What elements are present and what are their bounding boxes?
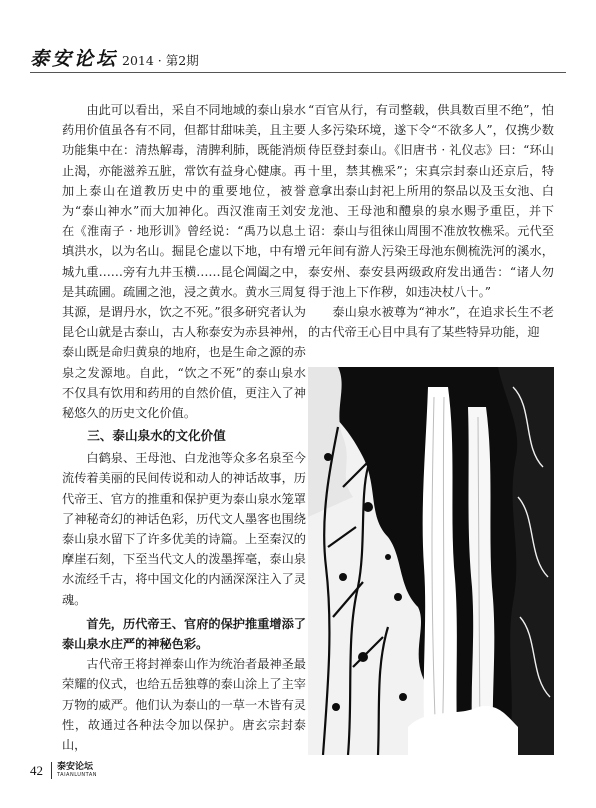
paragraph: 白鹤泉、王母池、白龙池等众多名泉至今流传着美丽的民间传说和动人的神话故事，历代帝王、官方的推重和保护更为泰山泉水笼罩了神秘奇幻的神话色彩，历代文人墨客也围绕泰山泉水留下了许多优美的诗篇。上至秦汉的摩崖石刻，下至当代文人的泼墨挥毫，泰山泉水流经千古，将中国文化的内涵深深注入了灵魂。: [62, 451, 306, 607]
section-heading: 三、泰山泉水的文化价值: [87, 428, 226, 444]
issue-label: 2014 · 第2期: [122, 53, 199, 68]
page-header: [30, 44, 199, 74]
page-footer: [30, 762, 97, 779]
paragraph: 古代帝王将封禅泰山作为统治者最神圣最荣耀的仪式，也给五岳独尊的泰山涂上了主宰万物的威严。他们认为泰山的一草一木皆有灵性，故通过各种法令加以保护。唐玄宗封泰山，: [62, 657, 306, 753]
footer-logo: [51, 762, 97, 779]
footer-logo-en: TAIANLUNTAN: [57, 772, 97, 778]
waterfall-illustration: [308, 367, 554, 755]
journal-title: 泰安论坛: [30, 48, 119, 70]
right-column: [308, 100, 554, 342]
left-column: [62, 100, 306, 755]
header-divider: [30, 72, 566, 73]
footer-logo-cn: 泰安论坛: [57, 762, 94, 772]
paragraph: 泰山泉水被尊为“神水”，在追求长生不老的古代帝王心目中具有了某些特异功能，迎: [308, 305, 554, 340]
paragraph: “百官从行，有司整载，供具数百里不绝”，怕人多污染环境，遂下令“不欲多人”，仅携少数侍臣登封泰山。《旧唐书 · 礼仪志》曰：“环山十里，禁其樵采”；宋真宗封泰山还京后，特意拿出泰山封祀上所用的祭品以及玉女池、白龙池、王母池和醴泉的泉水赐予重臣，并下诏：泰山与徂徕山周围不准放牧樵采。元代至元年间有游人污染王母池东侧梳洗河的溪水，泰安州、泰安县两级政府发出通告：“诸人勿得于池上下作秽，如违决杖八十。”: [308, 103, 554, 299]
bold-paragraph: 首先，历代帝王、官府的保护推重增添了泰山泉水庄严的神秘色彩。: [62, 616, 306, 652]
waterfall-papercut-image: [308, 367, 554, 755]
page-number: 42: [30, 762, 43, 778]
paragraph: 由此可以看出，采自不同地域的泰山泉水药用价值虽各有不同，但都甘甜味美，且主要功能集中在：清热解毒，清脾利肺，既能消烦止渴，亦能滋养五脏，常饮有益身心健康。再加上泰山在道教历史中的重要地位，被誉为“泰山神水”而大加神化。西汉淮南王刘安在《淮南子 · 地形训》曾经说：“禹乃以息土填洪水，以为名山。掘昆仑虚以下地，中有增城九重……旁有九井玉横……昆仑阊阖之中，是其疏圃。疏圃之池，浸之黄水。黄水三周复其源，是谓丹水，饮之不死。”很多研究者认为昆仑山就是古泰山，古人称泰安为赤县神州，泰山既是命归黄泉的地府，也是生命之源的赤泉之发源地。自此，“饮之不死”的泰山泉水不仅具有饮用和药用的自然价值，更注入了神秘悠久的历史文化价值。: [62, 103, 306, 421]
